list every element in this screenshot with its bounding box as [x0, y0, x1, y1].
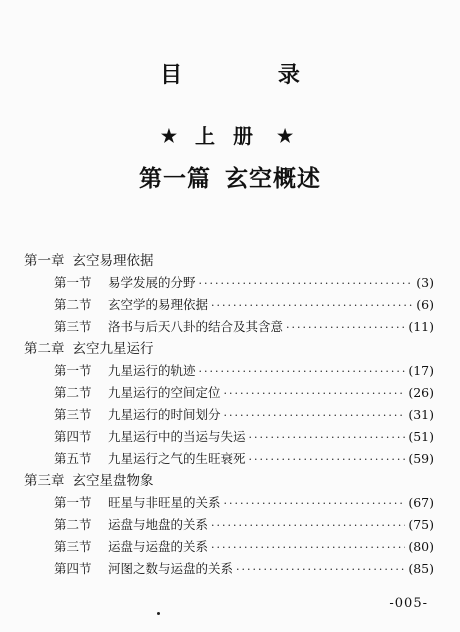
dot-leader	[236, 559, 405, 581]
section-number: 第五节	[54, 451, 92, 466]
toc-section[interactable]	[24, 558, 434, 580]
part-number: 第一篇	[139, 165, 211, 192]
section-number: 第一节	[54, 363, 92, 378]
toc-section[interactable]	[24, 426, 434, 448]
star-icon: ★	[277, 126, 300, 147]
section-title: 旺星与非旺星的关系	[108, 495, 221, 510]
part-title: 玄空概述	[225, 165, 321, 192]
chapter-title: 玄空九星运行	[72, 341, 154, 357]
chapter-number: 第二章	[24, 341, 65, 357]
dot-leader	[224, 405, 406, 427]
section-title: 九星运行的空间定位	[108, 385, 221, 400]
section-title: 九星运行中的当运与失运	[108, 429, 246, 444]
dot-leader	[224, 383, 406, 405]
star-icon: ★	[160, 126, 183, 147]
dot-leader	[249, 449, 406, 471]
toc-chapter[interactable]	[24, 250, 434, 272]
section-page: (31)	[408, 407, 434, 422]
toc-section[interactable]	[24, 272, 434, 294]
scan-speck	[157, 612, 160, 615]
section-title: 九星运行的时间划分	[108, 407, 221, 422]
table-of-contents	[24, 250, 434, 580]
volume-label: 上册	[195, 124, 271, 148]
dot-leader	[286, 317, 405, 339]
chapter-title: 玄空易理依据	[72, 253, 154, 269]
dot-leader	[249, 427, 406, 449]
toc-section[interactable]	[24, 360, 434, 382]
section-number: 第三节	[54, 319, 92, 334]
section-number: 第一节	[54, 275, 92, 290]
section-title: 九星运行之气的生旺衰死	[108, 451, 246, 466]
section-page: (17)	[408, 363, 434, 378]
page-number: -005-	[389, 596, 428, 611]
section-number: 第三节	[54, 407, 92, 422]
dot-leader	[211, 537, 405, 559]
section-title: 玄空学的易理依据	[108, 297, 209, 312]
section-title: 河图之数与运盘的关系	[108, 561, 234, 576]
chapter-title: 玄空星盘物象	[72, 473, 154, 489]
toc-section[interactable]	[24, 448, 434, 470]
section-page: (75)	[408, 517, 434, 532]
toc-section[interactable]	[24, 294, 434, 316]
section-page: (26)	[408, 385, 434, 400]
toc-section[interactable]	[24, 536, 434, 558]
section-title: 易学发展的分野	[108, 275, 196, 290]
section-number: 第二节	[54, 385, 92, 400]
section-number: 第二节	[54, 517, 92, 532]
section-number: 第一节	[54, 495, 92, 510]
toc-chapter[interactable]	[24, 470, 434, 492]
section-page: (11)	[408, 319, 434, 334]
section-title: 洛书与后天八卦的结合及其含意	[108, 319, 284, 334]
chapter-number: 第三章	[24, 473, 65, 489]
section-page: (6)	[416, 297, 434, 312]
section-number: 第四节	[54, 429, 92, 444]
section-page: (3)	[416, 275, 434, 290]
dot-leader	[199, 361, 406, 383]
chapter-number: 第一章	[24, 253, 65, 269]
toc-section[interactable]	[24, 404, 434, 426]
toc-chapter[interactable]	[24, 338, 434, 360]
toc-section[interactable]	[24, 492, 434, 514]
section-number: 第二节	[54, 297, 92, 312]
section-title: 九星运行的轨迹	[108, 363, 196, 378]
toc-section[interactable]	[24, 382, 434, 404]
section-number: 第四节	[54, 561, 92, 576]
section-title: 运盘与运盘的关系	[108, 539, 209, 554]
section-page: (67)	[408, 495, 434, 510]
section-page: (85)	[408, 561, 434, 576]
dot-leader	[199, 273, 414, 295]
section-page: (59)	[408, 451, 434, 466]
page-title: 目 录	[160, 62, 344, 88]
section-title: 运盘与地盘的关系	[108, 517, 209, 532]
dot-leader	[211, 515, 405, 537]
section-page: (51)	[408, 429, 434, 444]
volume-heading	[0, 120, 460, 149]
dot-leader	[211, 295, 413, 317]
section-number: 第三节	[54, 539, 92, 554]
toc-section[interactable]	[24, 514, 434, 536]
dot-leader	[224, 493, 406, 515]
section-page: (80)	[408, 539, 434, 554]
toc-section[interactable]	[24, 316, 434, 338]
part-heading	[0, 160, 460, 193]
